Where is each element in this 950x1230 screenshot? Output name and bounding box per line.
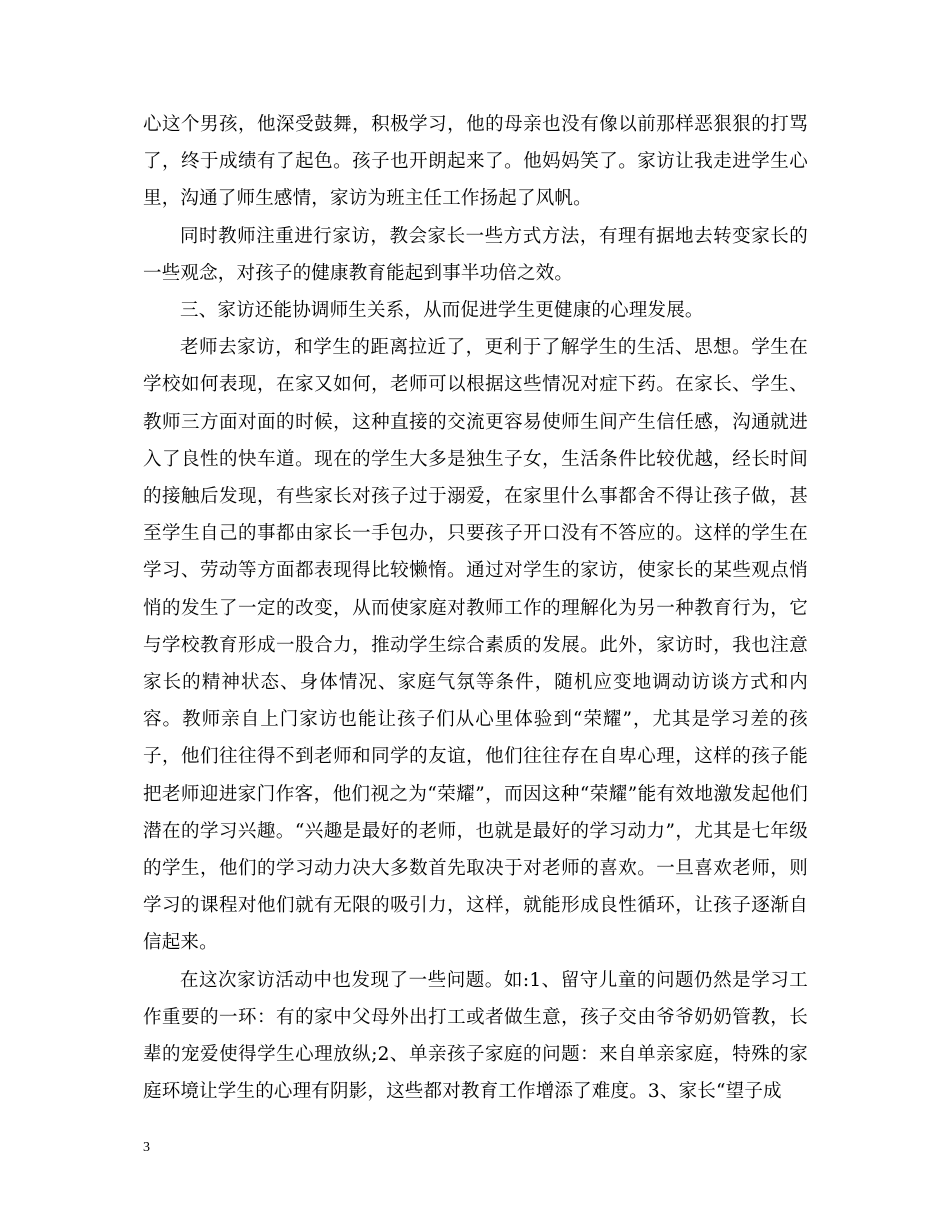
paragraph-5: 在这次家访活动中也发现了一些问题。如:1、留守儿童的问题仍然是学习工作重要的一环：有的家中父母外出打工或者做生意，孩子交由爷爷奶奶管教，长辈的宠爱使得学生心理放纵;2、单亲孩子家庭的问题：来自单亲家庭，特殊的家庭环境让学生的心理有阴影，这些都对教育工作增添了难度。3、家长“望子成 bbox=[143, 969, 808, 1103]
document-body bbox=[143, 106, 808, 1110]
section-heading-3: 三、家访还能协调师生关系，从而促进学生更健康的心理发展。 bbox=[180, 300, 704, 322]
page-number: 3 bbox=[143, 1140, 150, 1155]
paragraph-2: 同时教师注重进行家访，教会家长一些方式方法，有理有据地去转变家长的一些观念，对孩子的健康教育能起到事半功倍之效。 bbox=[143, 225, 808, 284]
paragraph-4: 老师去家访，和学生的距离拉近了，更利于了解学生的生活、思想。学生在学校如何表现，在家又如何，老师可以根据这些情况对症下药。在家长、学生、教师三方面对面的时候，这种直接的交流更容易使师生间产生信任感，沟通就进入了良性的快车道。现在的学生大多是独生子女，生活条件比较优越，经长时间的接触后发现，有些家长对孩子过于溺爱，在家里什么事都舍不得让孩子做，甚至学生自己的事都由家长一手包办，只要孩子开口没有不答应的。这样的学生在学习、劳动等方面都表现得比较懒惰。通过对学生的家访，使家长的某些观点悄悄的发生了一定的改变，从而使家庭对教师工作的理解化为另一种教育行为，它与学校教育形成一股合力，推动学生综合素质的发展。此外，家访时，我也注意家长的精神状态、身体情况、家庭气氛等条件，随机应变地调动访谈方式和内容。教师亲自上门家访也能让孩子们从心里体验到“荣耀”，尤其是学习差的孩子，他们往往得不到老师和同学的友谊，他们往往存在自卑心理，这样的孩子能把老师迎进家门作客，他们视之为“荣耀”，而因这种“荣耀”能有效地激发起他们潜在的学习兴趣。“兴趣是最好的老师，也就是最好的学习动力”，尤其是七年级的学生，他们的学习动力决大多数首先取决于对老师的喜欢。一旦喜欢老师，则学习的课程对他们就有无限的吸引力，这样，就能形成良性循环，让孩子逐渐自信起来。 bbox=[143, 337, 808, 954]
paragraph-1: 心这个男孩，他深受鼓舞，积极学习，他的母亲也没有像以前那样恶狠狠的打骂了，终于成绩有了起色。孩子也开朗起来了。他妈妈笑了。家访让我走进学生心里，沟通了师生感情，家访为班主任工作扬起了风帆。 bbox=[143, 114, 808, 210]
